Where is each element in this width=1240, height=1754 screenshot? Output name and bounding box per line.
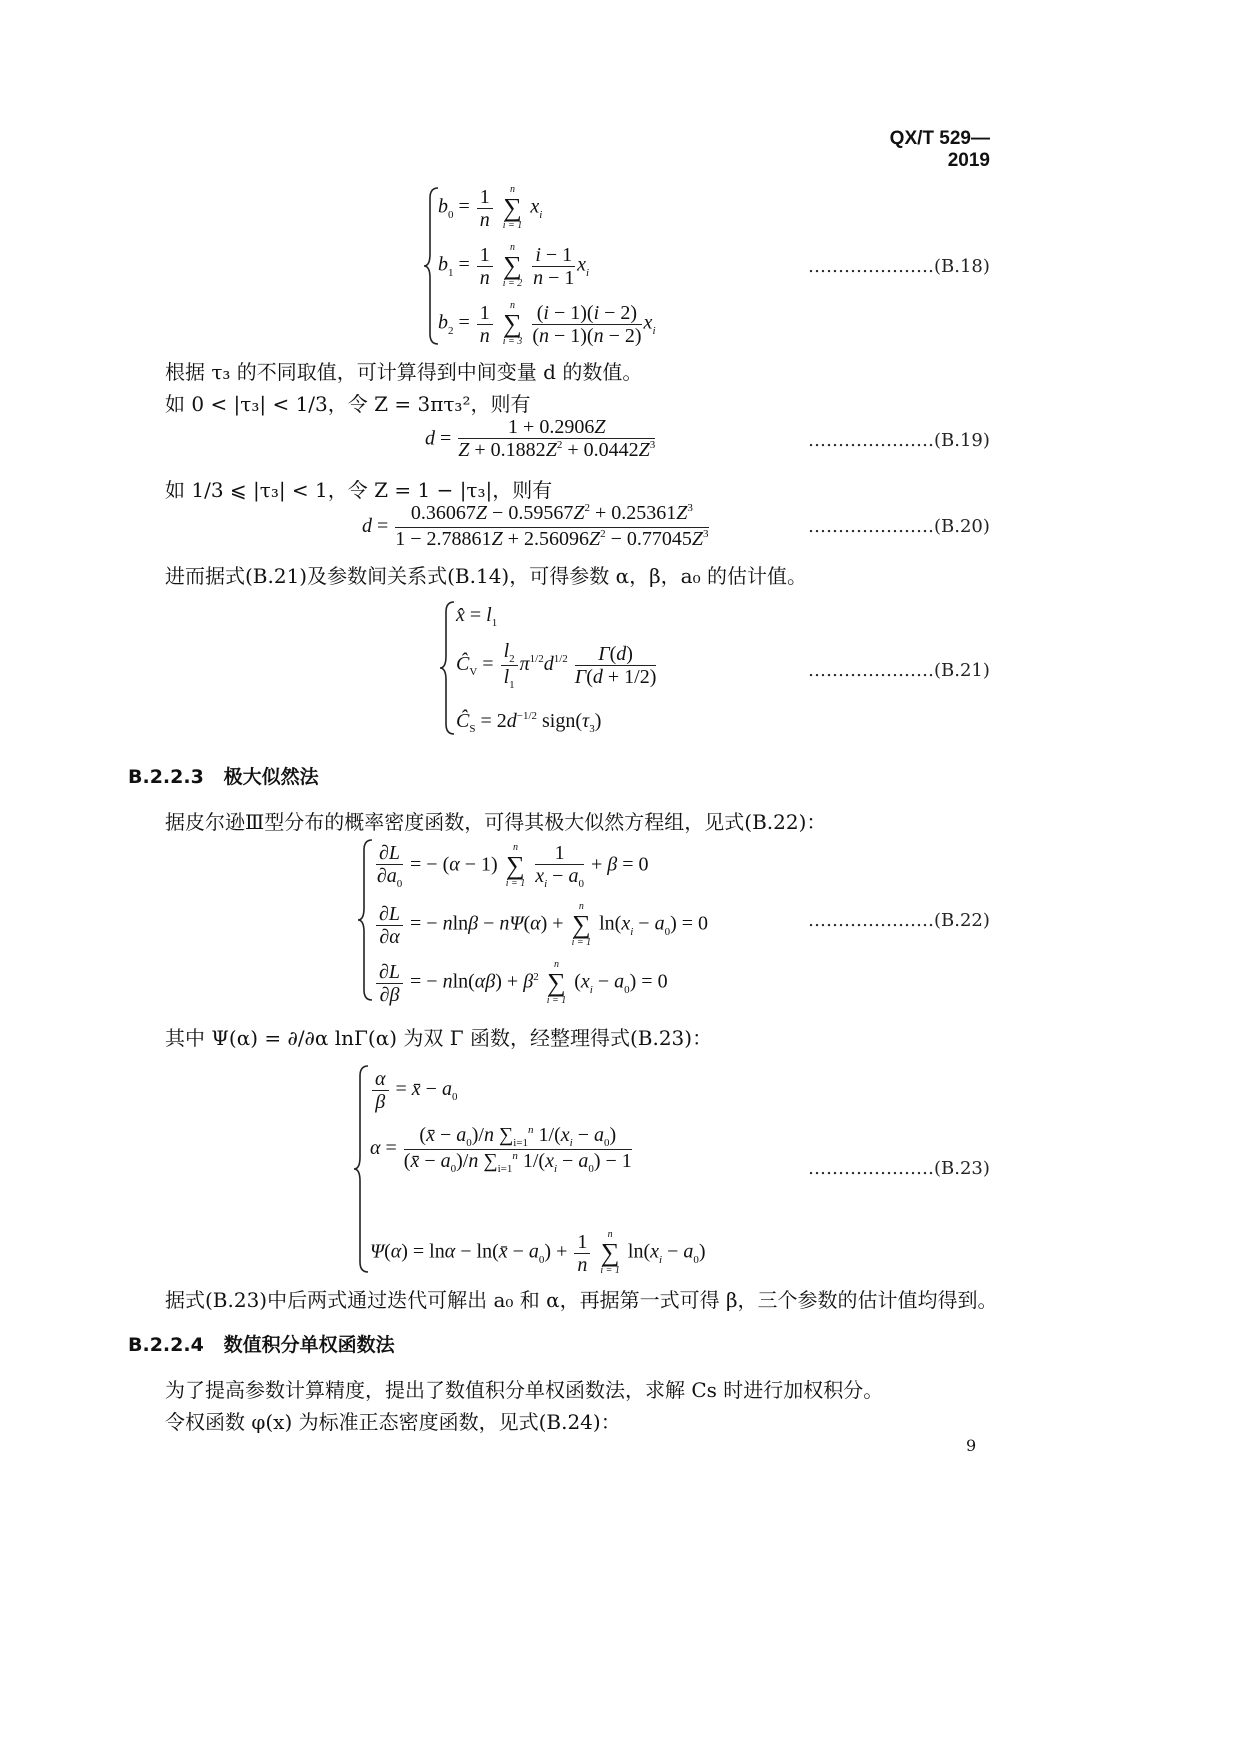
equation-number-b22: …………………(B.22): [808, 910, 990, 931]
equation-number-b19: …………………(B.19): [808, 430, 990, 451]
paragraph-case-1: 如 0 < |τ₃| < 1/3，令 Z = 3πτ₃²，则有: [165, 392, 531, 416]
paragraph-tau3-values: 根据 τ₃ 的不同取值，可计算得到中间变量 d 的数值。: [165, 360, 643, 384]
standard-code: QX/T 529—2019: [889, 128, 990, 171]
left-brace-icon: [358, 838, 374, 1002]
paragraph-weight-method: 为了提高参数计算精度，提出了数值积分单权函数法，求解 Cs 时进行加权积分。: [165, 1378, 884, 1402]
section-title: 极大似然法: [223, 766, 319, 788]
equation-number-b21: …………………(B.21): [808, 660, 990, 681]
page-number: 9: [966, 1436, 977, 1455]
equation-b19: d = $\frac{1 + 0.2906Z}{Z + 0.1882Z^2 + 0.0442Z^3}$: [425, 416, 656, 461]
paragraph-iteration: 据式(B.23)中后两式通过迭代可解出 a₀ 和 α，再据第一式可得 β，三个参数的估计值均得到。: [165, 1288, 998, 1312]
left-brace-icon: [440, 600, 456, 736]
left-brace-icon: [354, 1064, 370, 1274]
equation-b20: d = $\frac{0.36067Z - 0.59567Z^2 + 0.25361Z^3}{1 - 2.78861Z + 2.56096Z^2 - 0.77045Z^3}$: [362, 502, 709, 550]
section-number: B.2.2.4: [128, 1334, 204, 1356]
paragraph-parameter-estimates: 进而据式(B.21)及参数间关系式(B.14)，可得参数 α，β，a₀ 的估计值。: [165, 564, 807, 588]
paragraph-case-2: 如 1/3 ⩽ |τ₃| < 1，令 Z = 1 − |τ₃|，则有: [165, 478, 553, 502]
equation-number-b23: …………………(B.23): [808, 1158, 990, 1179]
paragraph-mle-intro: 据皮尔逊Ⅲ型分布的概率密度函数，可得其极大似然方程组，见式(B.22)：: [165, 810, 827, 834]
equation-number-b20: …………………(B.20): [808, 516, 990, 537]
section-heading-b223: [128, 762, 319, 789]
equation-number-b18: …………………(B.18): [808, 256, 990, 277]
paragraph-weight-function: 令权函数 φ(x) 为标准正态密度函数，见式(B.24)：: [165, 1410, 621, 1434]
section-number: B.2.2.3: [128, 766, 204, 788]
section-heading-b224: [128, 1330, 395, 1357]
section-title: 数值积分单权函数法: [223, 1334, 395, 1356]
paragraph-digamma: 其中 Ψ(α) = ∂/∂α lnΓ(α) 为双 Γ 函数，经整理得式(B.23)：: [165, 1026, 713, 1050]
